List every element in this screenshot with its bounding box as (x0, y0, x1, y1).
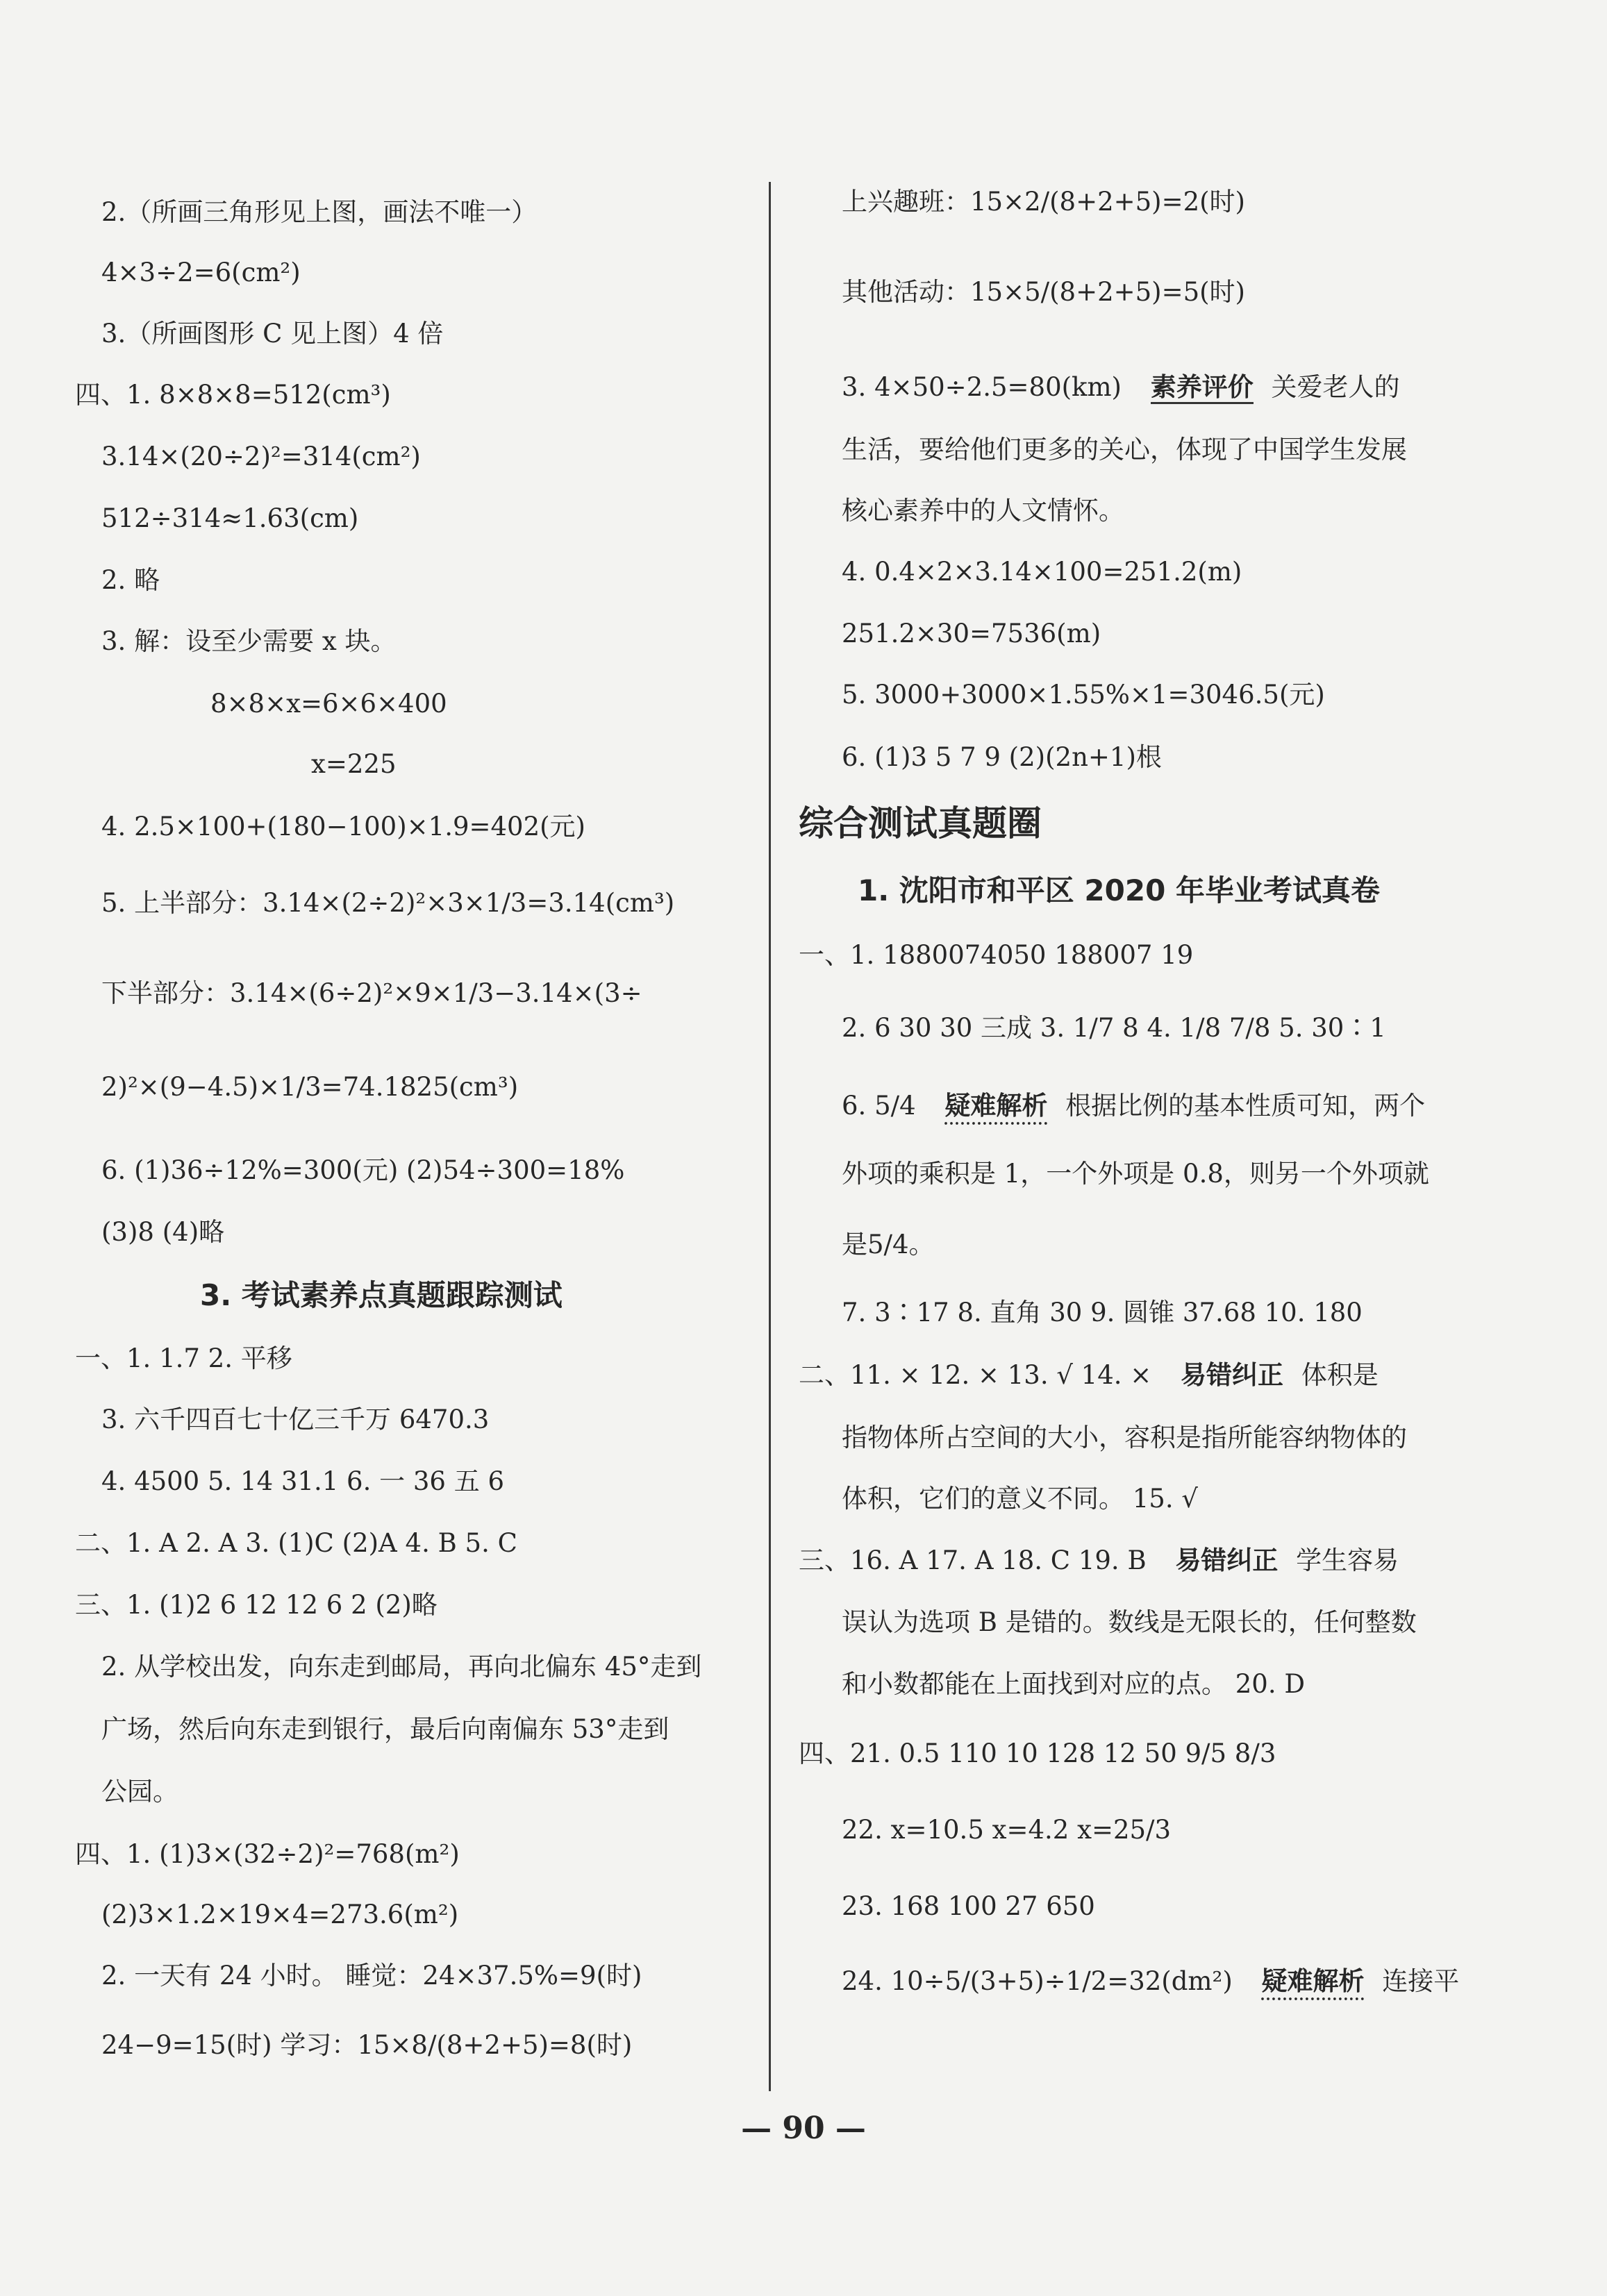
text-line: 4×3÷2=6(cm²) (101, 258, 301, 287)
text-line: 公园。 (101, 1777, 178, 1807)
text-line: 3. 六千四百七十亿三千万 6470.3 (101, 1405, 490, 1434)
text-line: 其他活动：15×5/(8+2+5)=5(时) (842, 277, 1245, 307)
text-line: 四、21. 0.5 110 10 128 12 50 9/5 8/3 (799, 1738, 1276, 1768)
text-line: 7. 3∶17 8. 直角 30 9. 圆锥 37.68 10. 180 (842, 1298, 1363, 1327)
text-line: 2. 一天有 24 小时。 睡觉：24×37.5%=9(时) (101, 1961, 642, 1991)
text-line: 24. 10÷5/(3+5)÷1/2=32(dm²) 疑难解析 连接平 (842, 1966, 1460, 1996)
difficulty-analysis-tag: 疑难解析 (944, 1091, 1048, 1121)
error-correction-tag: 易错纠正 (1181, 1360, 1284, 1390)
text-line: 三、16. A 17. A 18. C 19. B 易错纠正 学生容易 (799, 1545, 1399, 1575)
equation-line: x=225 (311, 749, 397, 779)
text-line: 3. 4×50÷2.5=80(km) 素养评价 关爱老人的 (842, 369, 1400, 405)
page-number: — 90 — (741, 2111, 866, 2146)
text-line: 一、1. 1.7 2. 平移 (75, 1343, 292, 1373)
text-line: (2)3×1.2×19×4=273.6(m²) (101, 1900, 459, 1929)
text-line: 三、1. (1)2 6 12 12 6 2 (2)略 (75, 1590, 438, 1620)
text-line: 251.2×30=7536(m) (842, 619, 1101, 648)
text-line: 5. 上半部分：3.14×(2÷2)²×3×1/3=3.14(cm³) (101, 888, 675, 918)
text-line: 上兴趣班：15×2/(8+2+5)=2(时) (842, 187, 1245, 217)
column-divider (769, 182, 771, 2091)
text-line: 2. 略 (101, 565, 160, 595)
text-line: 23. 168 100 27 650 (842, 1891, 1095, 1921)
text-line: 误认为选项 B 是错的。数线是无限长的，任何整数 (842, 1607, 1417, 1637)
text-line: 二、1. A 2. A 3. (1)C (2)A 4. B 5. C (75, 1528, 517, 1558)
text-line: 广场，然后向东走到银行，最后向南偏东 53°走到 (101, 1714, 669, 1744)
text-line: 一、1. 1880074050 188007 19 (799, 940, 1194, 970)
text-line: 4. 4500 5. 14 31.1 6. 一 36 五 6 (101, 1466, 505, 1496)
text-line: 2. 从学校出发，向东走到邮局，再向北偏东 45°走到 (101, 1652, 702, 1682)
text-line: 四、1. (1)3×(32÷2)²=768(m²) (75, 1839, 460, 1869)
text-line: 体积，它们的意义不同。 15. √ (842, 1484, 1198, 1514)
literacy-evaluation-tag: 素养评价 (1151, 372, 1254, 404)
text-line: 2)²×(9−4.5)×1/3=74.1825(cm³) (101, 1072, 519, 1102)
text-line: 3. 解：设至少需要 x 块。 (101, 626, 397, 656)
text-line: 2.（所画三角形见上图，画法不唯一） (101, 197, 538, 227)
text-line: 指物体所占空间的大小，容积是指所能容纳物体的 (842, 1423, 1407, 1452)
text-line: 512÷314≈1.63(cm) (101, 503, 359, 533)
equation-line: 8×8×x=6×6×400 (210, 689, 447, 719)
text-line: 四、1. 8×8×8=512(cm³) (75, 380, 391, 410)
chapter-heading: 综合测试真题圈 (799, 803, 1042, 844)
text-line: 5. 3000+3000×1.55%×1=3046.5(元) (842, 680, 1325, 710)
text-line: 是5/4。 (842, 1230, 935, 1259)
text-line: (3)8 (4)略 (101, 1217, 225, 1247)
text-line: 24−9=15(时) 学习：15×8/(8+2+5)=8(时) (101, 2030, 633, 2060)
text-line: 二、11. × 12. × 13. √ 14. × 易错纠正 体积是 (799, 1360, 1379, 1390)
text-line: 下半部分：3.14×(6÷2)²×9×1/3−3.14×(3÷ (101, 978, 642, 1008)
difficulty-analysis-tag: 疑难解析 (1261, 1966, 1365, 1996)
text-line: 6. (1)36÷12%=300(元) (2)54÷300=18% (101, 1155, 625, 1185)
text-line: 外项的乘积是 1，一个外项是 0.8，则另一个外项就 (842, 1159, 1429, 1189)
section-heading: 3. 考试素养点真题跟踪测试 (200, 1278, 563, 1312)
text-line: 生活，要给他们更多的关心，体现了中国学生发展 (842, 435, 1407, 464)
text-line: 4. 2.5×100+(180−100)×1.9=402(元) (101, 812, 585, 841)
text-line: 核心素养中的人文情怀。 (842, 496, 1124, 526)
exam-title: 1. 沈阳市和平区 2020 年毕业考试真卷 (858, 873, 1380, 907)
text-line: 3.14×(20÷2)²=314(cm²) (101, 442, 421, 471)
text-line: 22. x=10.5 x=4.2 x=25/3 (842, 1815, 1172, 1845)
text-line: 6. 5/4 疑难解析 根据比例的基本性质可知，两个 (842, 1091, 1426, 1121)
text-line: 3.（所画图形 C 见上图）4 倍 (101, 319, 444, 349)
text-line: 6. (1)3 5 7 9 (2)(2n+1)根 (842, 742, 1162, 772)
text-line: 和小数都能在上面找到对应的点。 20. D (842, 1669, 1306, 1699)
text-line: 4. 0.4×2×3.14×100=251.2(m) (842, 557, 1242, 587)
error-correction-tag: 易错纠正 (1175, 1545, 1279, 1575)
text-line: 2. 6 30 30 三成 3. 1/7 8 4. 1/8 7/8 5. 30∶1 (842, 1013, 1386, 1043)
